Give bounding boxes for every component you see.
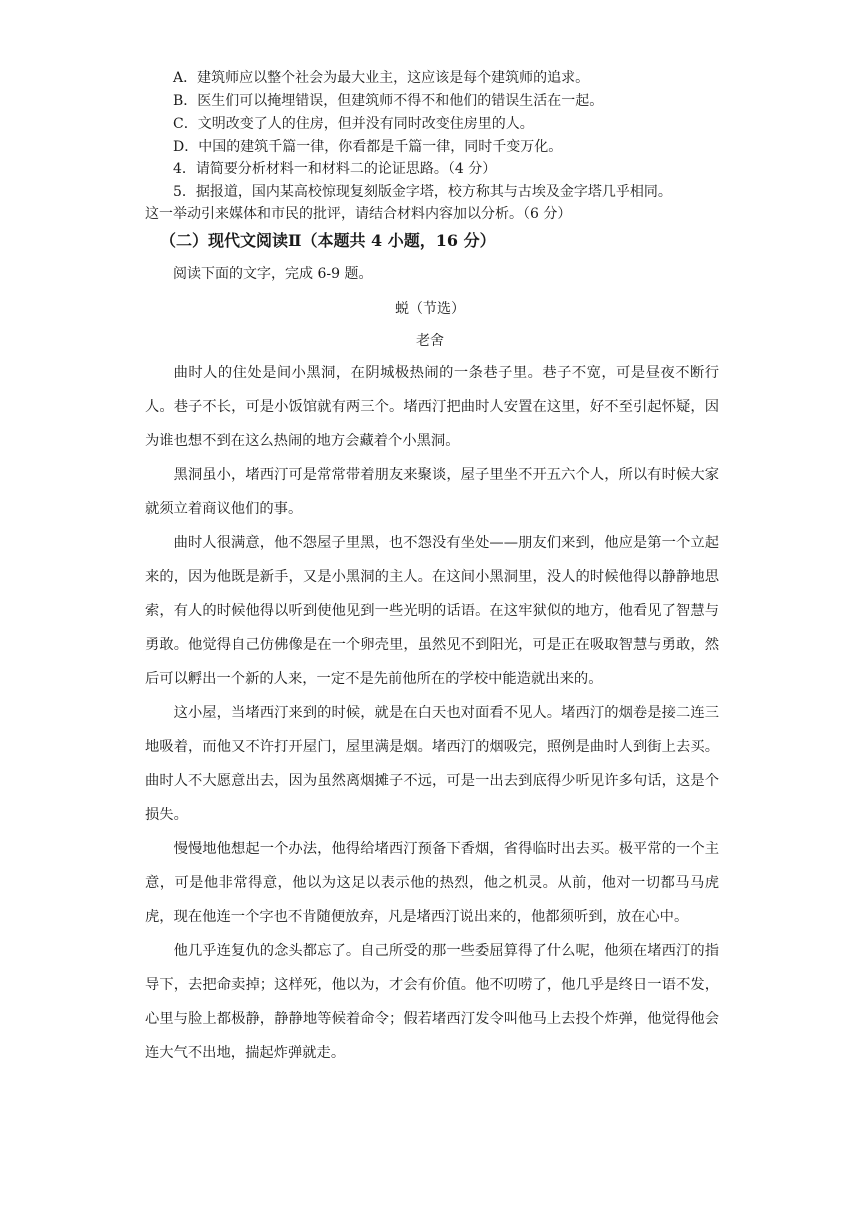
article-author: 老舍 (416, 333, 444, 349)
paragraph: 黑洞虽小，堵西汀可是常常带着朋友来聚谈，屋子里坐不开五六个人，所以有时候大家就须立着商议他们的事。 (145, 467, 719, 517)
option-c: C．文明改变了人的住房，但并没有同时改变住房里的人。 (173, 116, 534, 132)
paragraph: 曲时人的住处是间小黑洞，在阴城极热闹的一条巷子里。巷子不宽，可是昼夜不断行人。巷子不长，可是小饭馆就有两三个。堵西汀把曲时人安置在这里，好不至引起怀疑，因为谁也想不到在这么热闹的地方会藏着个小黑洞。 (145, 365, 719, 449)
paragraph: 他几乎连复仇的念头都忘了。自己所受的那一些委屈算得了什么呢，他须在堵西汀的指导下，去把命卖掉；这样死，他以为，才会有价值。他不叨唠了，他几乎是终日一语不发，心里与脸上都极静，静静地等候着命令；假若堵西汀发令叫他马上去投个炸弹，他觉得他会连大气不出地，揣起炸弹就走。 (145, 943, 719, 1061)
option-d: D．中国的建筑千篇一律，你看都是千篇一律，同时千变万化。 (173, 139, 563, 155)
option-a: A．建筑师应以整个社会为最大业主，这应该是每个建筑师的追求。 (173, 70, 590, 86)
question-5-line-1: 5．据报道，国内某高校惊现复刻版金字塔，校方称其与古埃及金字塔几乎相同。 (173, 184, 672, 200)
question-4: 4．请简要分析材料一和材料二的论证思路。（4 分） (173, 161, 497, 177)
paragraph: 慢慢地他想起一个办法，他得给堵西汀预备下香烟，省得临时出去买。极平常的一个主意，可是他非常得意，他以为这足以表示他的热烈，他之机灵。从前，他对一切都马马虎虎，现在他连一个字也不肯随便放弃，凡是堵西汀说出来的，他都须听到，放在心中。 (145, 841, 719, 925)
reading-instruction: 阅读下面的文字，完成 6-9 题。 (173, 266, 373, 282)
paragraph: 这小屋，当堵西汀来到的时候，就是在白天也对面看不见人。堵西汀的烟卷是接二连三地吸着，而他又不许打开屋门，屋里满是烟。堵西汀的烟吸完，照例是曲时人到街上去买。曲时人不大愿意出去，因为虽然离烟摊子不远，可是一出去到底得少听见许多句话，这是个损失。 (145, 705, 719, 823)
article-title: 蜕（节选） (395, 301, 465, 317)
section-heading: （二）现代文阅读Ⅱ（本题共 4 小题，16 分） (160, 231, 496, 250)
article-body (145, 356, 719, 1070)
paragraph: 曲时人很满意，他不怨屋子里黑，也不怨没有坐处——朋友们来到，他应是第一个立起来的，因为他既是新手，又是小黑洞的主人。在这间小黑洞里，没人的时候他得以静静地思索，有人的时候他得以听到使他见到一些光明的话语。在这牢狱似的地方，他看见了智慧与勇敢。他觉得自己仿佛像是在一个卵壳里，虽然见不到阳光，可是正在吸取智慧与勇敢，然后可以孵出一个新的人来，一定不是先前他所在的学校中能造就出来的。 (145, 535, 719, 687)
option-b: B．医生们可以掩埋错误，但建筑师不得不和他们的错误生活在一起。 (173, 93, 604, 109)
question-5-line-2: 这一举动引来媒体和市民的批评，请结合材料内容加以分析。（6 分） (145, 206, 572, 222)
